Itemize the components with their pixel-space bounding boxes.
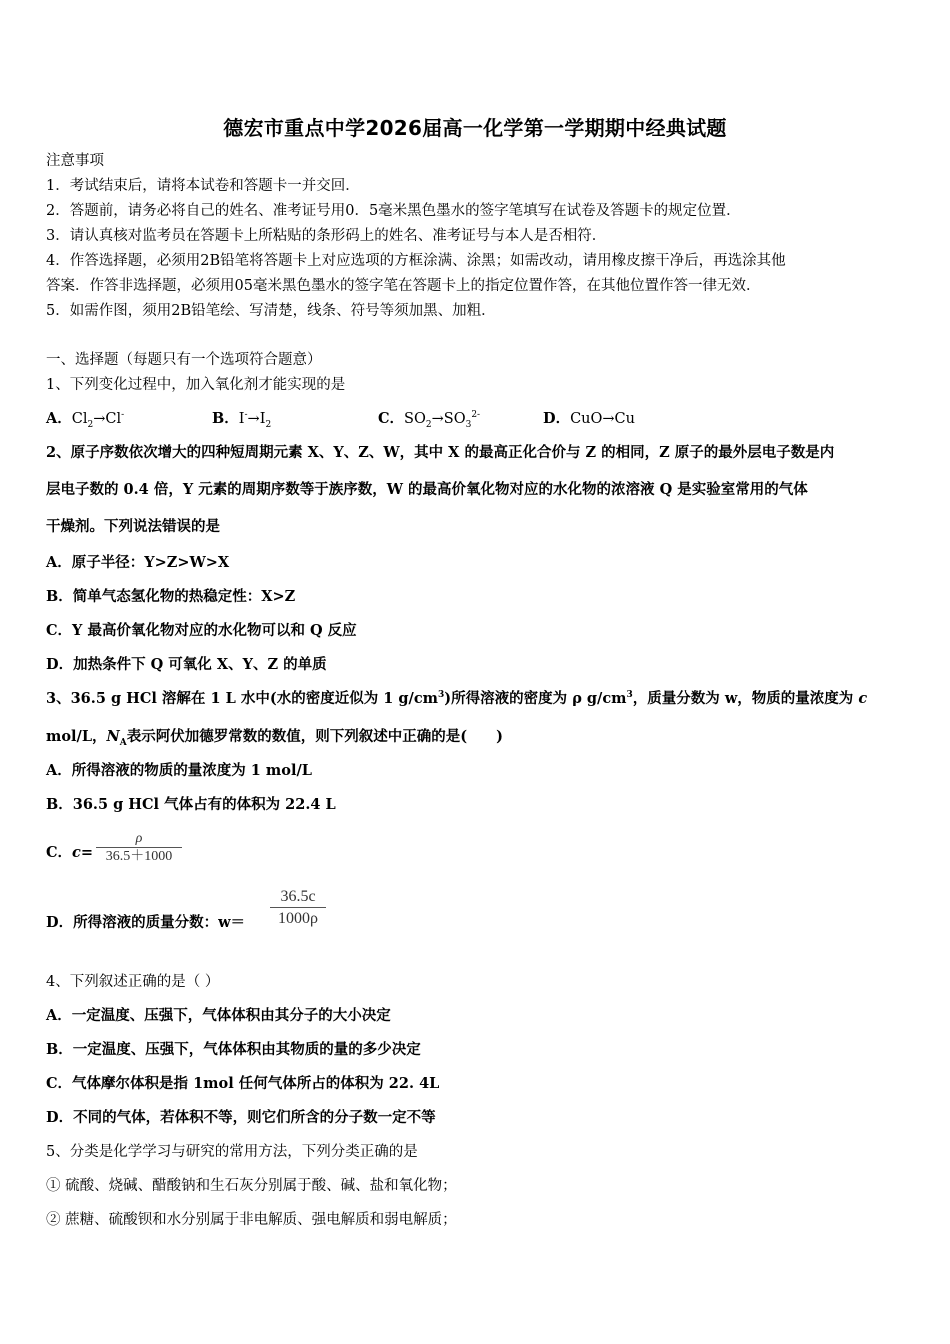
notice-heading: 注意事项: [46, 153, 104, 169]
option-d: D．不同的气体，若体积不等，则它们所含的分子数一定不等: [46, 1109, 436, 1126]
option-b: B．36.5 g HCl 气体占有的体积为 22.4 L: [46, 796, 336, 813]
option-d: D．加热条件下 Q 可氧化 X、Y、Z 的单质: [46, 656, 327, 673]
option-b: B．$I^-\to I_2$: [212, 410, 272, 430]
option-b: B．一定温度、压强下，气体体积由其物质的量的多少决定: [46, 1041, 421, 1058]
notice-item: 5．如需作图，须用2B铅笔绘、写清楚，线条、符号等须加黑、加粗．: [46, 303, 496, 319]
list-item: ② 蔗糖、硫酸钡和水分别属于非电解质、强电解质和弱电解质；: [46, 1212, 457, 1228]
question-3-stem: mol/L，$N_A$表示阿伏加德罗常数的数值，则下列叙述中正确的是( ): [46, 728, 503, 748]
page-title: 德宏市重点中学2026届高一化学第一学期期中经典试题: [223, 116, 727, 140]
option-c: C．$SO_2\to SO_3^{2-}$: [378, 410, 481, 430]
question-3-stem: 3、36.5 g HCl 溶解在 1 L 水中(水的密度近似为 1 $g/cm^3$)所得溶液的密度为 ρ $g/cm^3$，质量分数为 w，物质的量浓度为 c: [46, 690, 868, 707]
fraction-formula: ρ 36.5＋1000: [96, 831, 182, 866]
option-c: C．Y 最高价氧化物对应的水化物可以和 Q 反应: [46, 622, 357, 639]
option-a: A．所得溶液的物质的量浓度为 1 mol/L: [46, 762, 312, 779]
option-a: A．$Cl_2\to Cl^-$: [46, 410, 125, 430]
question-5-stem: 5、分类是化学学习与研究的常用方法，下列分类正确的是: [46, 1144, 418, 1160]
question-4-stem: 4、下列叙述正确的是（ ）: [46, 974, 220, 990]
list-item: ① 硫酸、烧碱、醋酸钠和生石灰分别属于酸、碱、盐和氧化物；: [46, 1178, 457, 1194]
notice-item: 答案．作答非选择题，必须用05毫米黑色墨水的签字笔在答题卡上的指定位置作答，在其他位置作答一律无效．: [46, 278, 761, 294]
question-1-options: [46, 409, 635, 429]
option-c: C．气体摩尔体积是指 1mol 任何气体所占的体积为 22. 4L: [46, 1075, 440, 1092]
question-2-stem: 层电子数的 0.4 倍，Y 元素的周期序数等于族序数，W 的最高价氧化物对应的水化物的浓溶液 Q 是实验室常用的气体: [46, 481, 808, 498]
question-1-stem: 1、下列变化过程中，加入氧化剂才能实现的是: [46, 377, 346, 393]
option-b: B．简单气态氢化物的热稳定性：X>Z: [46, 588, 296, 605]
option-a: A．一定温度、压强下，气体体积由其分子的大小决定: [46, 1007, 391, 1024]
notice-item: 3．请认真核对监考员在答题卡上所粘贴的条形码上的姓名、准考证号与本人是否相符．: [46, 228, 607, 244]
option-d: D．所得溶液的质量分数：w＝: [46, 914, 246, 931]
section-heading: 一、选择题（每题只有一个选项符合题意）: [46, 352, 322, 368]
option-a: A．原子半径：Y>Z>W>X: [46, 554, 230, 571]
question-2-stem: 2、原子序数依次增大的四种短周期元素 X、Y、Z、W，其中 X 的最高正化合价与 Z 的相同，Z 原子的最外层电子数是内: [46, 444, 835, 461]
notice-item: 4．作答选择题，必须用2B铅笔将答题卡上对应选项的方框涂满、涂黑；如需改动，请用橡皮擦干净后，再选涂其他: [46, 253, 786, 269]
question-2-stem: 干燥剂。下列说法错误的是: [46, 518, 220, 535]
option-d: D．CuO→Cu: [543, 410, 635, 427]
notice-item: 2．答题前，请务必将自己的姓名、准考证号用0．5毫米黑色墨水的签字笔填写在试卷及答题卡的规定位置．: [46, 203, 741, 219]
notice-item: 1．考试结束后，请将本试卷和答题卡一并交回．: [46, 178, 360, 194]
option-c: C．c=: [46, 844, 94, 861]
fraction-formula: 36.5c 1000ρ: [270, 887, 326, 930]
